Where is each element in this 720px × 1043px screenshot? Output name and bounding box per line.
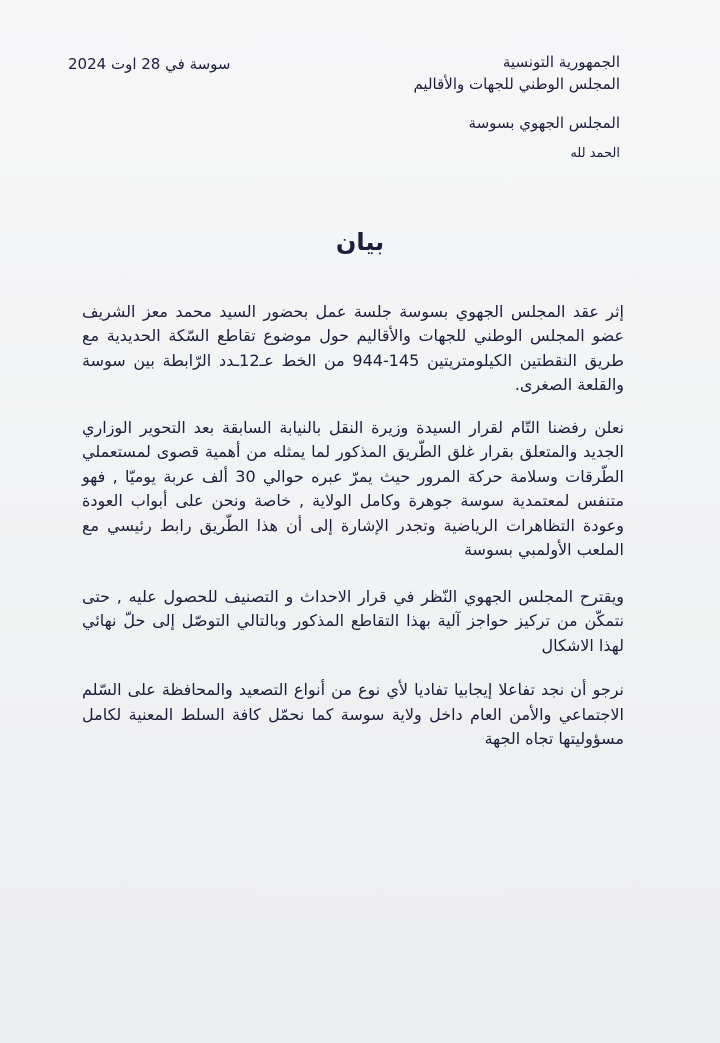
paragraph-1: إثر عقد المجلس الجهوي بسوسة جلسة عمل بحضور السيد محمد معز الشريف عضو المجلس الوطني للجهات والأقاليم حول موضوع تقاطع السّكة الحديدية مع طريق النقطتين الكيلومتريتين 145-944 من الخط عـ12ـدد الرّابطة بين سوسة والقلعة الصغرى.: [82, 302, 624, 395]
letterhead-national-council: المجلس الوطني للجهات والأقاليم: [413, 75, 620, 94]
paragraph-4: نرجو أن نجد تفاعلا إيجابيا تفاديا لأي نوع من أنواع التصعيد والمحافظة على السّلم الاجتماعي والأمن العام داخل ولاية سوسة كما نحمّل كافة السلط المعنية لكامل مسؤوليتها تجاه الجهة: [82, 680, 624, 749]
letterhead-regional-council: المجلس الجهوي بسوسة: [468, 113, 620, 132]
paragraph-3: ويقترح المجلس الجهوي النّظر في قرار الاحداث و التصنيف للحصول عليه , حتى نتمكّن من تركيز حواجز آلية بهذا التقاطع المذكور وبالتالي التوصّل إلى حلّ نهائي لهذا الاشكال: [82, 586, 624, 655]
letterhead-republic: الجمهورية التونسية: [502, 53, 620, 71]
paragraph-2: نعلن رفضنا التّام لقرار السيدة وزيرة النقل بالنيابة السابقة بعد التحوير الوزاري الجديد والمتعلق بقرار غلق الطّريق المذكور لما يمثله من أهمية قصوى لمستعملي الطّرقات وسلامة حركة المرور حيث يمرّ عبره حوالي 30 ألف عربة يوميّا , فهو متنفس لمعتمدية سوسة جوهرة وكامل الولاية , خاصة ونحن على أبواب العودة وعودة التظاهرات الرياضية وتجدر الإشارة إلى أن هذا الطّريق رابط رئيسي مع الملعب الأولمبي بسوسة: [82, 417, 624, 560]
letterhead-invocation: الحمد لله: [570, 145, 620, 161]
letterhead: [340, 52, 620, 162]
document-title: بيان: [335, 228, 385, 256]
document-date: سوسة في 28 اوت 2024: [68, 55, 231, 73]
document-body: [82, 300, 624, 772]
